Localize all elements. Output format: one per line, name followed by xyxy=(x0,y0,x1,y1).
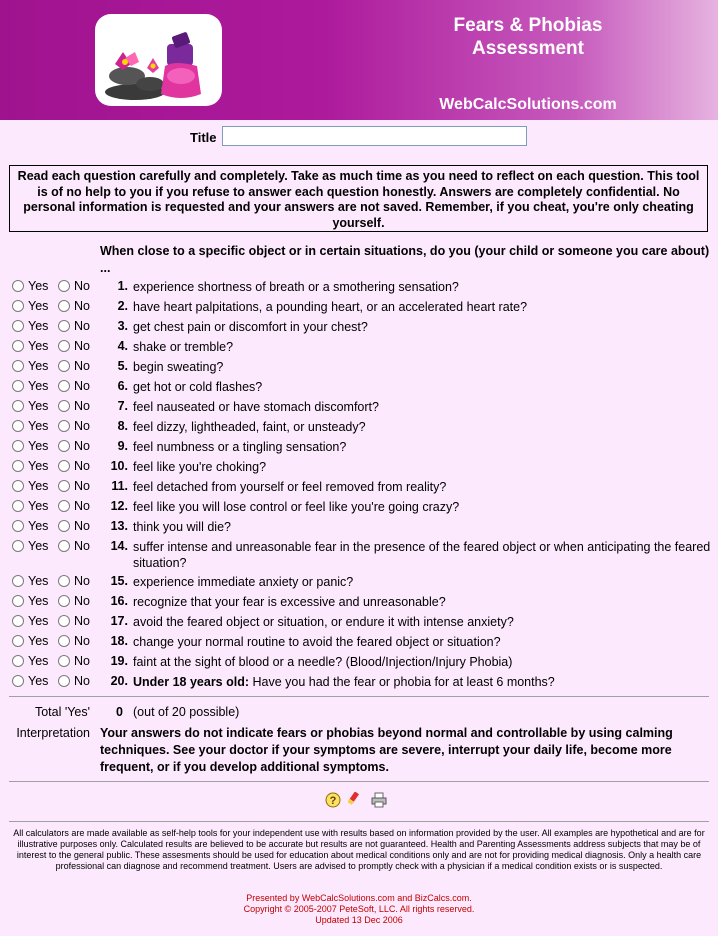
no-label[interactable]: No xyxy=(74,379,90,393)
svg-text:?: ? xyxy=(329,795,337,807)
no-label[interactable]: No xyxy=(74,574,90,588)
question-number: 4. xyxy=(117,339,128,353)
yes-label[interactable]: Yes xyxy=(28,299,49,313)
no-radio[interactable] xyxy=(58,380,70,392)
question-text: get chest pain or discomfort in your chest? xyxy=(133,320,368,334)
yes-label[interactable]: Yes xyxy=(28,634,49,648)
printer-icon[interactable] xyxy=(371,792,387,808)
yes-radio[interactable] xyxy=(12,655,24,667)
no-label[interactable]: No xyxy=(74,479,90,493)
yes-radio[interactable] xyxy=(12,500,24,512)
footer-updated: Updated 13 Dec 2006 xyxy=(315,915,403,925)
question-text: recognize that your fear is excessive and unreasonable? xyxy=(133,595,446,609)
question-text-rest: Have you had the fear or phobia for at least 6 months? xyxy=(249,675,555,689)
question-number: 18. xyxy=(110,634,128,648)
no-radio[interactable] xyxy=(58,320,70,332)
yes-radio[interactable] xyxy=(12,575,24,587)
no-radio[interactable] xyxy=(58,480,70,492)
no-radio[interactable] xyxy=(58,300,70,312)
question-text: get hot or cold flashes? xyxy=(133,380,263,394)
question-text: shake or tremble? xyxy=(133,340,234,354)
yes-radio[interactable] xyxy=(12,400,24,412)
no-label[interactable]: No xyxy=(74,594,90,608)
question-number: 10. xyxy=(110,459,128,473)
no-label[interactable]: No xyxy=(74,319,90,333)
yes-radio[interactable] xyxy=(12,320,24,332)
question-number: 14. xyxy=(110,539,128,553)
logo-image xyxy=(95,14,222,106)
yes-radio[interactable] xyxy=(12,595,24,607)
no-label[interactable]: No xyxy=(74,399,90,413)
no-radio[interactable] xyxy=(58,655,70,667)
question-number: 20. xyxy=(110,674,128,688)
question-number: 3. xyxy=(117,319,128,333)
yes-label[interactable]: Yes xyxy=(28,279,49,293)
no-radio[interactable] xyxy=(58,520,70,532)
yes-label[interactable]: Yes xyxy=(28,654,49,668)
yes-radio[interactable] xyxy=(12,440,24,452)
divider xyxy=(9,821,709,822)
yes-radio[interactable] xyxy=(12,615,24,627)
question-text: avoid the feared object or situation, or endure it with intense anxiety? xyxy=(133,615,514,629)
yes-radio[interactable] xyxy=(12,480,24,492)
question-number: 6. xyxy=(117,379,128,393)
yes-radio[interactable] xyxy=(12,300,24,312)
question-text: suffer intense and unreasonable fear in the presence of the feared object or when anticipating the feared situation? xyxy=(133,540,711,570)
question-text: experience immediate anxiety or panic? xyxy=(133,575,354,589)
question-text: experience shortness of breath or a smothering sensation? xyxy=(133,280,459,294)
no-label[interactable]: No xyxy=(74,614,90,628)
app-title-line1: Fears & Phobias xyxy=(453,15,603,36)
help-icon[interactable] xyxy=(325,792,341,808)
no-radio[interactable] xyxy=(58,675,70,687)
question-number: 13. xyxy=(110,519,128,533)
question-text: have heart palpitations, a pounding heart, or an accelerated heart rate? xyxy=(133,300,528,314)
question-text: feel like you're choking? xyxy=(133,460,267,474)
question-text: feel nauseated or have stomach discomfort? xyxy=(133,400,379,414)
no-radio[interactable] xyxy=(58,420,70,432)
action-icons xyxy=(325,792,395,810)
yes-label[interactable]: Yes xyxy=(28,439,49,453)
no-radio[interactable] xyxy=(58,440,70,452)
no-radio[interactable] xyxy=(58,500,70,512)
title-row xyxy=(0,126,718,148)
no-radio[interactable] xyxy=(58,635,70,647)
yes-radio[interactable] xyxy=(12,380,24,392)
question-text: feel detached from yourself or feel removed from reality? xyxy=(133,480,447,494)
footer-presented-by: Presented by WebCalcSolutions.com and BizCalcs.com. xyxy=(246,893,472,903)
no-radio[interactable] xyxy=(58,340,70,352)
question-text: feel numbness or a tingling sensation? xyxy=(133,440,347,454)
disclaimer-text: All calculators are made available as self-help tools for your independent use with results based on information provided by the user. All examples are hypothetical and are for illustrative purposes only. Calculated results are believed to be accurate but results are not guaranteed. Health and Parenting Assessments address subjects that may be of interest to the general public. These assesments should be used for education about medical conditions only and are not for providing medical diagnosis. Only a health care professional can diagnose and recommend treatment. Users are advised to promptly check with a physician if a medical condition exists or is suspected. xyxy=(13,828,705,871)
yes-label[interactable]: Yes xyxy=(28,574,49,588)
site-name: WebCalcSolutions.com xyxy=(439,96,617,113)
question-number: 16. xyxy=(110,594,128,608)
no-label[interactable]: No xyxy=(74,519,90,533)
yes-label[interactable]: Yes xyxy=(28,459,49,473)
yes-radio[interactable] xyxy=(12,460,24,472)
no-label[interactable]: No xyxy=(74,359,90,373)
no-label[interactable]: No xyxy=(74,279,90,293)
yes-label[interactable]: Yes xyxy=(28,339,49,353)
question-number: 7. xyxy=(117,399,128,413)
yes-label[interactable]: Yes xyxy=(28,674,49,688)
total-yes-note: (out of 20 possible) xyxy=(133,705,240,719)
no-radio[interactable] xyxy=(58,615,70,627)
yes-radio[interactable] xyxy=(12,540,24,552)
question-text: feel like you will lose control or feel like you're going crazy? xyxy=(133,500,460,514)
question-number: 1. xyxy=(117,279,128,293)
no-label[interactable]: No xyxy=(74,674,90,688)
divider xyxy=(9,696,709,697)
question-text: think you will die? xyxy=(133,520,231,534)
questions-intro: When close to a specific object or in certain situations, do you (your child or someone you care about) ... xyxy=(100,244,710,275)
question-number: 9. xyxy=(117,439,128,453)
no-radio[interactable] xyxy=(58,540,70,552)
interpretation-label: Interpretation xyxy=(16,726,90,740)
app-title xyxy=(420,14,636,60)
question-text: faint at the sight of blood or a needle? (Blood/Injection/Injury Phobia) xyxy=(133,655,513,669)
yes-label[interactable]: Yes xyxy=(28,399,49,413)
yes-label[interactable]: Yes xyxy=(28,539,49,553)
no-radio[interactable] xyxy=(58,400,70,412)
no-radio[interactable] xyxy=(58,280,70,292)
question-bold-prefix: Under 18 years old: xyxy=(133,675,250,689)
yes-radio[interactable] xyxy=(12,420,24,432)
total-yes-value: 0 xyxy=(116,705,123,719)
question-number: 5. xyxy=(117,359,128,373)
no-radio[interactable] xyxy=(58,595,70,607)
no-label[interactable]: No xyxy=(74,339,90,353)
yes-radio[interactable] xyxy=(12,675,24,687)
question-text: change your normal routine to avoid the feared object or situation? xyxy=(133,635,501,649)
yes-radio[interactable] xyxy=(12,360,24,372)
no-radio[interactable] xyxy=(58,575,70,587)
question-number: 19. xyxy=(110,654,128,668)
yes-radio[interactable] xyxy=(12,280,24,292)
no-label[interactable]: No xyxy=(74,419,90,433)
interpretation-text: Your answers do not indicate fears or phobias beyond normal and controllable by using calming techniques. See your doctor if your symptoms are severe, interrupt your daily life, become more frequent, or if you develop additional symptoms. xyxy=(100,726,673,774)
app-title-line2: Assessment xyxy=(472,38,584,59)
yes-radio[interactable] xyxy=(12,520,24,532)
no-label[interactable]: No xyxy=(74,499,90,513)
yes-label[interactable]: Yes xyxy=(28,319,49,333)
question-number: 8. xyxy=(117,419,128,433)
question-number: 11. xyxy=(111,479,128,493)
yes-label[interactable]: Yes xyxy=(28,359,49,373)
yes-label[interactable]: Yes xyxy=(28,499,49,513)
question-number: 2. xyxy=(117,299,128,313)
question-number: 12. xyxy=(110,499,128,513)
yes-radio[interactable] xyxy=(12,340,24,352)
no-label[interactable]: No xyxy=(74,439,90,453)
eraser-icon[interactable] xyxy=(347,792,363,808)
no-radio[interactable] xyxy=(58,460,70,472)
question-number: 15. xyxy=(110,574,128,588)
question-number: 17. xyxy=(110,614,128,628)
title-input[interactable] xyxy=(222,126,527,146)
no-label[interactable]: No xyxy=(74,459,90,473)
footer xyxy=(0,893,718,926)
no-label[interactable]: No xyxy=(74,634,90,648)
divider xyxy=(9,781,709,782)
no-radio[interactable] xyxy=(58,360,70,372)
question-text: feel dizzy, lightheaded, faint, or unsteady? xyxy=(133,420,366,434)
no-label[interactable]: No xyxy=(74,539,90,553)
total-yes-label: Total 'Yes' xyxy=(34,705,90,719)
yes-label[interactable]: Yes xyxy=(28,519,49,533)
yes-label[interactable]: Yes xyxy=(28,479,49,493)
yes-radio[interactable] xyxy=(12,635,24,647)
footer-copyright: Copyright © 2005-2007 PeteSoft, LLC. All rights reserved. xyxy=(243,904,475,914)
no-label[interactable]: No xyxy=(74,299,90,313)
yes-label[interactable]: Yes xyxy=(28,594,49,608)
yes-label[interactable]: Yes xyxy=(28,379,49,393)
yes-label[interactable]: Yes xyxy=(28,614,49,628)
header-banner xyxy=(0,0,718,120)
question-text xyxy=(133,674,711,690)
instructions-notice: Read each question carefully and completely. Take as much time as you need to reflect on each question. This tool is of no help to you if you refuse to answer each question honestly. Answers are completely confidential. No personal information is requested and your answers are not saved. Remember, if you cheat, you're only cheating yourself. xyxy=(9,165,708,232)
no-label[interactable]: No xyxy=(74,654,90,668)
yes-label[interactable]: Yes xyxy=(28,419,49,433)
title-label: Title xyxy=(190,130,217,145)
question-text: begin sweating? xyxy=(133,360,224,374)
